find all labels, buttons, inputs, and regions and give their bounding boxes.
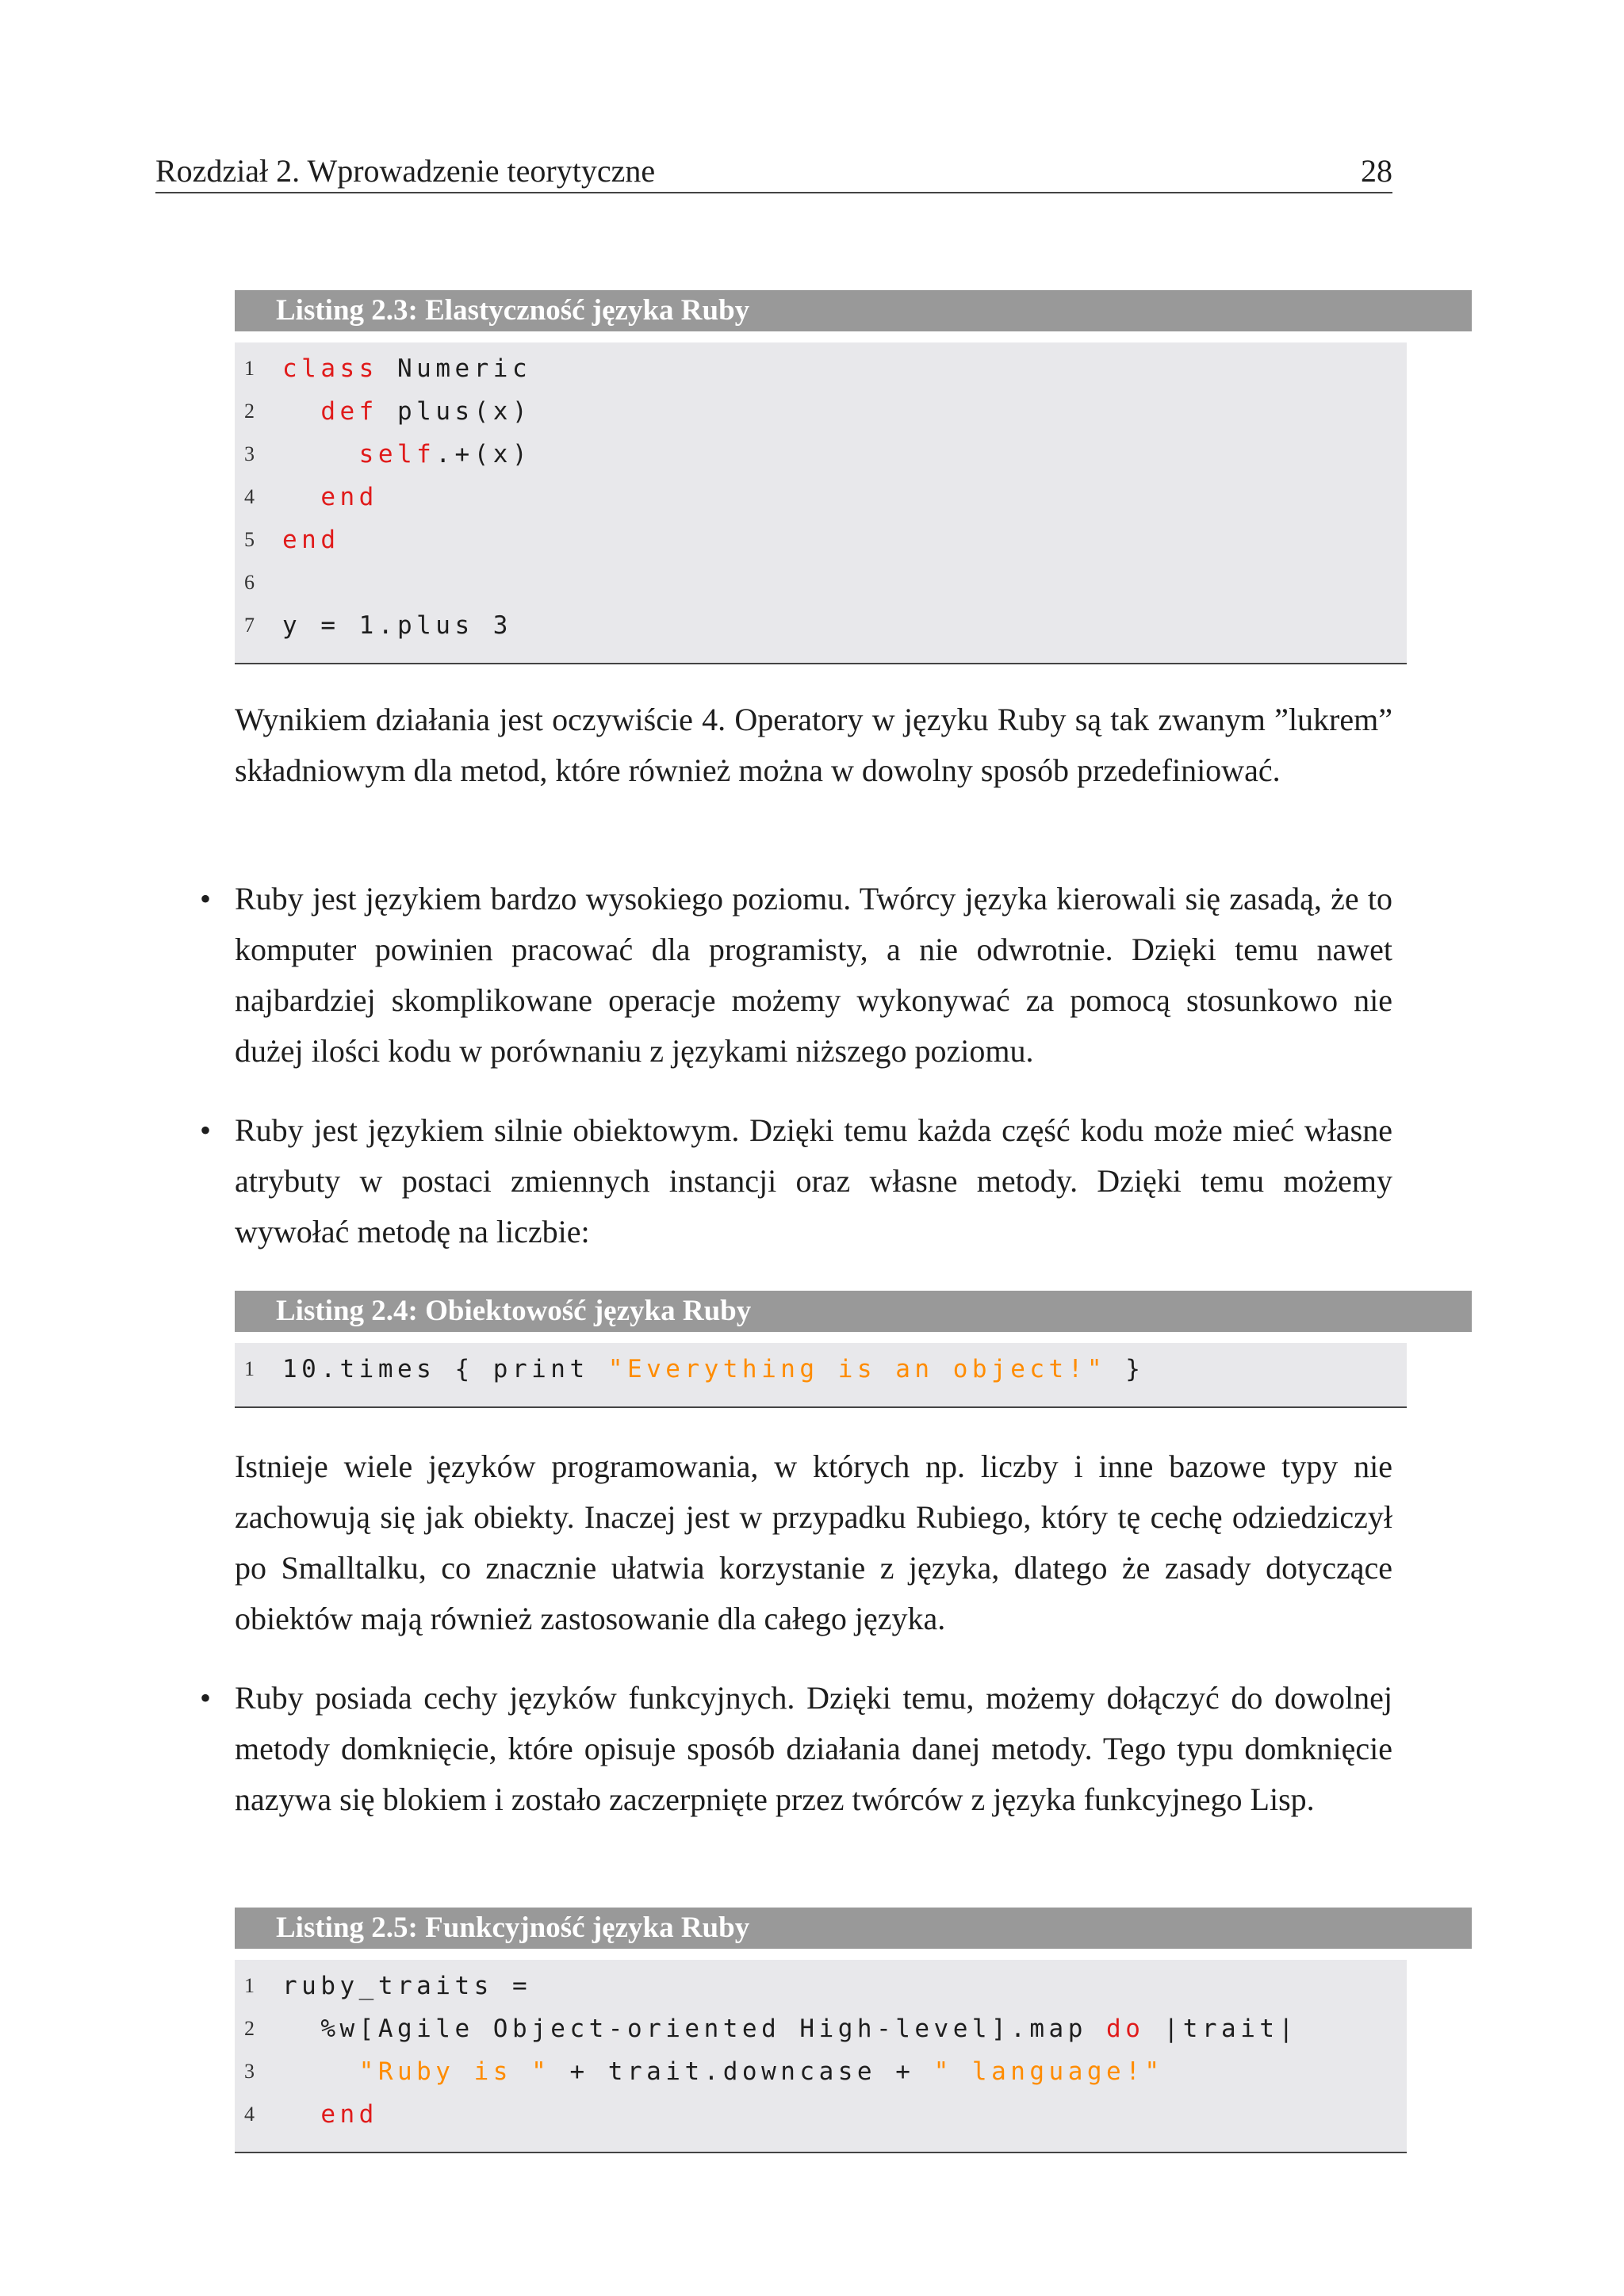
code-keyword: self <box>358 440 436 469</box>
line-number: 2 <box>244 2017 255 2040</box>
chapter-title: Rozdział 2. Wprowadzenie teorytyczne <box>155 153 656 189</box>
line-number: 4 <box>244 485 255 508</box>
code-token: .+(x) <box>435 440 532 469</box>
code-token <box>282 397 320 426</box>
listing-caption: Listing 2.3: Elastyczność języka Ruby <box>235 290 1472 331</box>
code-text <box>282 1348 1144 1391</box>
line-number: 3 <box>244 442 255 465</box>
line-number: 1 <box>244 357 255 380</box>
code-block <box>235 1343 1407 1408</box>
code-string: " language!" <box>933 2057 1164 2086</box>
bullet-item: Ruby jest językiem bardzo wysokiego poziomu. Twórcy języka kierowali się zasadą, że to komputer powinien pracować dla programisty, a nie odwrotnie. Dzięki temu nawet najbardziej skomplikowane operacje możemy wykonywać za pomocą stosunkowo nie dużej ilości kodu w porównaniu z językami niższego poziomu. <box>235 881 1392 1069</box>
listing-caption: Listing 2.4: Obiektowość języka Ruby <box>235 1291 1472 1332</box>
code-text <box>282 2050 1164 2093</box>
bullet-item: Ruby posiada cechy języków funkcyjnych. Dzięki temu, możemy dołączyć do dowolnej metody domknięcie, które opisuje sposób działania danej metody. Tego typu domknięcie nazywa się blokiem i zostało zaczerpnięte przez twórców z języka funkcyjnego Lisp. <box>235 1680 1392 1817</box>
code-text <box>282 433 531 476</box>
code-token: + trait.downcase + <box>550 2057 934 2086</box>
code-text <box>282 2093 378 2136</box>
code-token <box>282 440 359 469</box>
code-line <box>235 433 1407 476</box>
line-number: 1 <box>244 1974 255 1997</box>
code-token: 10.times { print <box>282 1355 608 1383</box>
line-number: 3 <box>244 2060 255 2083</box>
bullet-marker: • <box>200 1112 212 1148</box>
code-token: } <box>1106 1355 1145 1383</box>
code-block <box>235 1960 1407 2153</box>
line-number: 7 <box>244 614 255 637</box>
listing-2-4 <box>235 1291 1472 1408</box>
code-token: |trait| <box>1144 2015 1298 2043</box>
line-number: 1 <box>244 1357 255 1380</box>
bullet-item: Ruby jest językiem silnie obiektowym. Dzięki temu każda część kodu może mieć własne atrybuty w postaci zmiennych instancji oraz własne metody. Dzięki temu możemy wywołać metodę na liczbie: <box>235 1112 1392 1249</box>
code-line <box>235 561 1407 604</box>
code-line <box>235 1965 1407 2007</box>
code-line <box>235 604 1407 647</box>
code-line <box>235 390 1407 433</box>
code-text <box>282 476 378 519</box>
code-token <box>282 2057 359 2086</box>
bullet-marker: • <box>200 881 212 916</box>
code-token: Numeric <box>377 354 532 383</box>
code-keyword: do <box>1106 2015 1145 2043</box>
code-keyword: end <box>320 2100 378 2129</box>
page-number: 28 <box>1361 153 1392 189</box>
code-keyword: class <box>282 354 378 383</box>
code-token: ruby_traits = <box>282 1972 532 2000</box>
line-number: 4 <box>244 2103 255 2126</box>
code-string: "Ruby is " <box>358 2057 551 2086</box>
paragraph: Istnieje wiele języków programowania, w których np. liczby i inne bazowe typy nie zachowują się jak obiekty. Inaczej jest w przypadku Rubiego, który tę cechę odziedziczył po Smalltalku, co znacznie ułatwia korzystanie z języka, dlatego że zasady dotyczące obiektów mają również zastosowanie dla całego języka. <box>235 1448 1392 1636</box>
listing-caption: Listing 2.5: Funkcyjność języka Ruby <box>235 1908 1472 1949</box>
code-line <box>235 2093 1407 2136</box>
code-text <box>282 2007 1298 2050</box>
code-string: "Everything is an object!" <box>607 1355 1107 1383</box>
code-token <box>282 2100 320 2129</box>
code-token: plus(x) <box>377 397 532 426</box>
running-header <box>155 151 1392 193</box>
code-text <box>282 519 340 561</box>
code-block <box>235 342 1407 664</box>
code-keyword: def <box>320 397 378 426</box>
code-line <box>235 1348 1407 1391</box>
code-keyword: end <box>282 526 340 554</box>
code-line <box>235 347 1407 390</box>
code-line <box>235 2050 1407 2093</box>
code-token: %w[Agile Object-oriented High-level].map <box>282 2015 1107 2043</box>
code-text <box>282 347 531 390</box>
code-text <box>282 604 512 647</box>
code-line <box>235 476 1407 519</box>
code-token <box>282 483 320 511</box>
bullet-marker: • <box>200 1680 212 1716</box>
code-text <box>282 390 531 433</box>
code-token: y = 1.plus 3 <box>282 611 512 640</box>
paragraph: Wynikiem działania jest oczywiście 4. Operatory w języku Ruby są tak zwanym ”lukrem” składniowym dla metod, które również można w dowolny sposób przedefiniować. <box>235 702 1392 788</box>
listing-2-5 <box>235 1908 1472 2153</box>
code-keyword: end <box>320 483 378 511</box>
listing-2-3 <box>235 290 1472 664</box>
code-text <box>282 1965 531 2007</box>
line-number: 6 <box>244 571 255 594</box>
line-number: 5 <box>244 528 255 551</box>
code-line <box>235 519 1407 561</box>
code-line <box>235 2007 1407 2050</box>
line-number: 2 <box>244 400 255 423</box>
